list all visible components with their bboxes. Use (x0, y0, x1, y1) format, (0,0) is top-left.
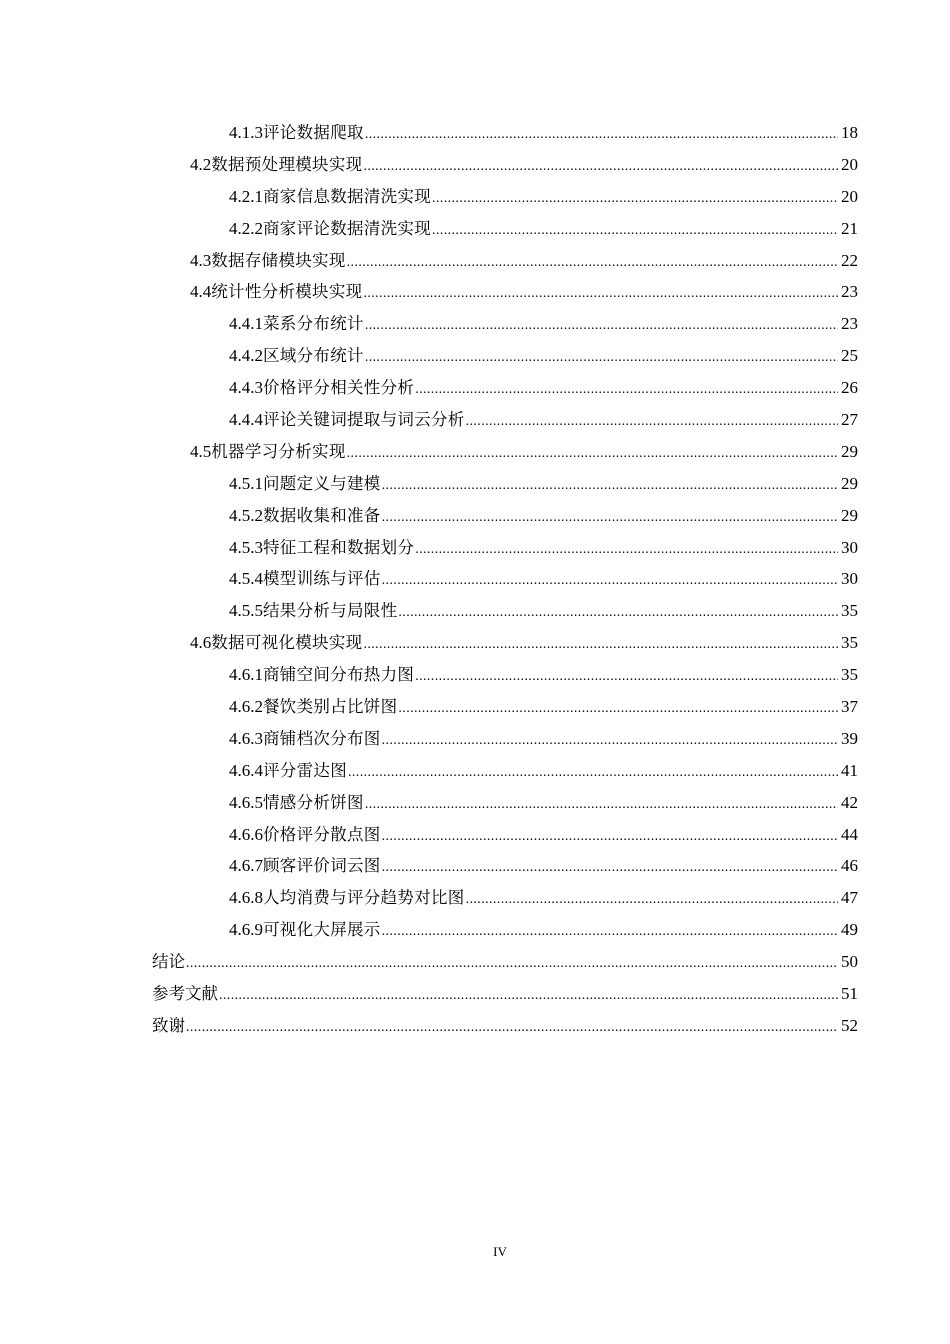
toc-section-title: 价格评分相关性分析 (263, 378, 415, 398)
toc-dot-leader (219, 989, 838, 1003)
toc-page-number: 47 (841, 888, 858, 908)
toc-dot-leader (415, 383, 838, 397)
toc-entry[interactable] (0, 436, 950, 468)
toc-section-number: 4.6.1 (229, 665, 263, 685)
toc-entry[interactable] (0, 723, 950, 755)
toc-dot-leader (363, 160, 838, 174)
toc-entry-line (229, 889, 858, 907)
toc-dot-leader (365, 128, 838, 142)
toc-entry-line (229, 666, 858, 684)
toc-section-number: 4.1.3 (229, 122, 263, 142)
toc-page-number: 35 (841, 633, 858, 653)
table-of-contents (0, 117, 950, 1042)
toc-entry-line (229, 602, 858, 620)
toc-entry-line (229, 762, 858, 780)
toc-entry-line (229, 379, 858, 397)
toc-entry-line (229, 570, 858, 588)
toc-entry-line (190, 156, 858, 174)
toc-page-number: 29 (841, 473, 858, 493)
toc-page-number: 18 (841, 122, 858, 142)
toc-entry[interactable] (0, 213, 950, 245)
toc-entry-line (190, 283, 858, 301)
toc-dot-leader (382, 925, 838, 939)
toc-section-title: 模型训练与评估 (263, 569, 381, 589)
toc-entry-line (190, 634, 858, 652)
toc-section-number: 4.5 (190, 441, 212, 461)
toc-entry[interactable] (0, 1010, 950, 1042)
toc-entry[interactable] (0, 882, 950, 914)
toc-section-title: 顾客评价词云图 (263, 856, 381, 876)
toc-dot-leader (363, 287, 838, 301)
toc-section-title: 商铺空间分布热力图 (263, 665, 415, 685)
toc-entry[interactable] (0, 245, 950, 277)
toc-page-number: 23 (841, 314, 858, 334)
toc-entry[interactable] (0, 787, 950, 819)
toc-section-number: 4.2 (190, 154, 212, 174)
toc-section-title: 问题定义与建模 (263, 473, 381, 493)
toc-section-number: 4.6.3 (229, 728, 263, 748)
toc-section-title: 菜系分布统计 (263, 314, 364, 334)
toc-section-title: 统计性分析模块实现 (211, 282, 363, 302)
toc-page-number: 42 (841, 792, 858, 812)
toc-entry[interactable] (0, 691, 950, 723)
toc-dot-leader (363, 638, 838, 652)
toc-entry-line (229, 347, 858, 365)
toc-section-title: 结论 (152, 952, 185, 972)
toc-entry[interactable] (0, 500, 950, 532)
toc-section-title: 数据可视化模块实现 (211, 633, 363, 653)
toc-dot-leader (398, 702, 838, 716)
toc-page-number: 30 (841, 537, 858, 557)
toc-page-number: 35 (841, 601, 858, 621)
toc-entry[interactable] (0, 850, 950, 882)
toc-page-number: 51 (841, 983, 858, 1003)
toc-entry[interactable] (0, 755, 950, 787)
toc-page-number: 29 (841, 441, 858, 461)
toc-section-title: 参考文献 (152, 983, 218, 1003)
toc-dot-leader (347, 447, 838, 461)
toc-section-title: 评分雷达图 (263, 760, 347, 780)
toc-entry[interactable] (0, 149, 950, 181)
toc-section-title: 结果分析与局限性 (263, 601, 398, 621)
toc-section-number: 4.4.1 (229, 314, 263, 334)
toc-page-number: 46 (841, 856, 858, 876)
toc-entry[interactable] (0, 404, 950, 436)
toc-entry-line (229, 794, 858, 812)
toc-entry[interactable] (0, 595, 950, 627)
toc-entry-line (229, 539, 858, 557)
toc-section-title: 评论关键词提取与词云分析 (263, 409, 465, 429)
toc-section-title: 数据收集和准备 (263, 505, 381, 525)
toc-dot-leader (382, 479, 838, 493)
toc-page-number: 26 (841, 378, 858, 398)
toc-section-title: 数据预处理模块实现 (211, 154, 363, 174)
toc-section-number: 4.4 (190, 282, 212, 302)
toc-dot-leader (348, 766, 838, 780)
toc-entry-line (229, 857, 858, 875)
toc-section-number: 4.4.2 (229, 346, 263, 366)
toc-entry[interactable] (0, 117, 950, 149)
toc-section-title: 评论数据爬取 (263, 122, 364, 142)
toc-entry-line (229, 921, 858, 939)
toc-section-title: 数据存储模块实现 (211, 250, 346, 270)
toc-entry-line (229, 411, 858, 429)
page-footer-number: IV (493, 1244, 507, 1259)
toc-entry[interactable] (0, 532, 950, 564)
toc-section-number: 4.2.1 (229, 186, 263, 206)
toc-section-number: 4.6.7 (229, 856, 263, 876)
toc-page-number: 29 (841, 505, 858, 525)
toc-entry-line (229, 188, 858, 206)
toc-entry-line (152, 985, 858, 1003)
toc-entry-line (152, 953, 858, 971)
toc-dot-leader (415, 670, 838, 684)
toc-section-title: 情感分析饼图 (263, 792, 364, 812)
toc-entry[interactable] (0, 563, 950, 595)
toc-entry[interactable] (0, 181, 950, 213)
toc-entry[interactable] (0, 340, 950, 372)
toc-page-number: 23 (841, 282, 858, 302)
toc-dot-leader (186, 1021, 838, 1035)
toc-page-number: 35 (841, 665, 858, 685)
toc-dot-leader (365, 319, 838, 333)
toc-entry-line (190, 443, 858, 461)
toc-section-number: 4.6.4 (229, 760, 263, 780)
toc-section-title: 商铺档次分布图 (263, 728, 381, 748)
toc-entry-line (229, 220, 858, 238)
toc-page-number: 27 (841, 409, 858, 429)
toc-dot-leader (432, 192, 838, 206)
toc-entry[interactable] (0, 914, 950, 946)
toc-entry-line (229, 315, 858, 333)
toc-page-number: 20 (841, 154, 858, 174)
toc-section-number: 4.3 (190, 250, 212, 270)
toc-entry[interactable] (0, 659, 950, 691)
toc-section-number: 4.5.3 (229, 537, 263, 557)
toc-entry[interactable] (0, 276, 950, 308)
toc-section-number: 4.5.4 (229, 569, 263, 589)
toc-entry-line (229, 475, 858, 493)
toc-page-number: 22 (841, 250, 858, 270)
toc-entry[interactable] (0, 819, 950, 851)
toc-section-title: 商家评论数据清洗实现 (263, 218, 431, 238)
toc-page-number: 25 (841, 346, 858, 366)
toc-entry-line (229, 730, 858, 748)
toc-section-number: 4.6 (190, 633, 212, 653)
toc-dot-leader (382, 574, 838, 588)
toc-entry-line (152, 1017, 858, 1035)
toc-section-title: 致谢 (152, 1015, 185, 1035)
toc-section-title: 可视化大屏展示 (263, 920, 381, 940)
toc-page-number: 52 (841, 1015, 858, 1035)
toc-page-number: 44 (841, 824, 858, 844)
toc-page-number: 41 (841, 760, 858, 780)
toc-section-number: 4.4.4 (229, 409, 263, 429)
toc-page-number: 30 (841, 569, 858, 589)
toc-page-number: 37 (841, 696, 858, 716)
toc-section-number: 4.6.6 (229, 824, 263, 844)
toc-dot-leader (415, 543, 838, 557)
toc-entry[interactable] (0, 308, 950, 340)
toc-dot-leader (186, 957, 838, 971)
toc-entry-line (229, 507, 858, 525)
toc-dot-leader (432, 224, 838, 238)
toc-section-title: 人均消费与评分趋势对比图 (263, 888, 465, 908)
toc-dot-leader (466, 415, 838, 429)
toc-section-number: 4.6.9 (229, 920, 263, 940)
toc-page-number: 20 (841, 186, 858, 206)
toc-section-number: 4.6.5 (229, 792, 263, 812)
toc-section-number: 4.6.2 (229, 696, 263, 716)
toc-section-title: 特征工程和数据划分 (263, 537, 415, 557)
toc-section-title: 价格评分散点图 (263, 824, 381, 844)
toc-entry[interactable] (0, 946, 950, 978)
toc-dot-leader (382, 861, 838, 875)
toc-dot-leader (347, 256, 838, 270)
toc-section-number: 4.2.2 (229, 218, 263, 238)
toc-section-number: 4.6.8 (229, 888, 263, 908)
toc-entry-line (229, 124, 858, 142)
toc-entry[interactable] (0, 468, 950, 500)
toc-section-title: 区域分布统计 (263, 346, 364, 366)
toc-section-title: 商家信息数据清洗实现 (263, 186, 431, 206)
toc-page-number: 39 (841, 728, 858, 748)
toc-entry[interactable] (0, 627, 950, 659)
toc-dot-leader (365, 798, 838, 812)
toc-page-number: 50 (841, 952, 858, 972)
toc-dot-leader (398, 606, 838, 620)
toc-dot-leader (382, 734, 838, 748)
toc-entry[interactable] (0, 978, 950, 1010)
toc-dot-leader (382, 830, 838, 844)
toc-dot-leader (365, 351, 838, 365)
toc-section-title: 机器学习分析实现 (211, 441, 346, 461)
toc-entry-line (190, 252, 858, 270)
toc-page-number: 21 (841, 218, 858, 238)
toc-page-number: 49 (841, 920, 858, 940)
toc-section-number: 4.4.3 (229, 378, 263, 398)
toc-entry-line (229, 698, 858, 716)
toc-dot-leader (466, 893, 838, 907)
toc-section-number: 4.5.2 (229, 505, 263, 525)
toc-entry-line (229, 826, 858, 844)
toc-section-number: 4.5.5 (229, 601, 263, 621)
toc-section-number: 4.5.1 (229, 473, 263, 493)
toc-entry[interactable] (0, 372, 950, 404)
toc-dot-leader (382, 511, 838, 525)
toc-section-title: 餐饮类别占比饼图 (263, 696, 398, 716)
